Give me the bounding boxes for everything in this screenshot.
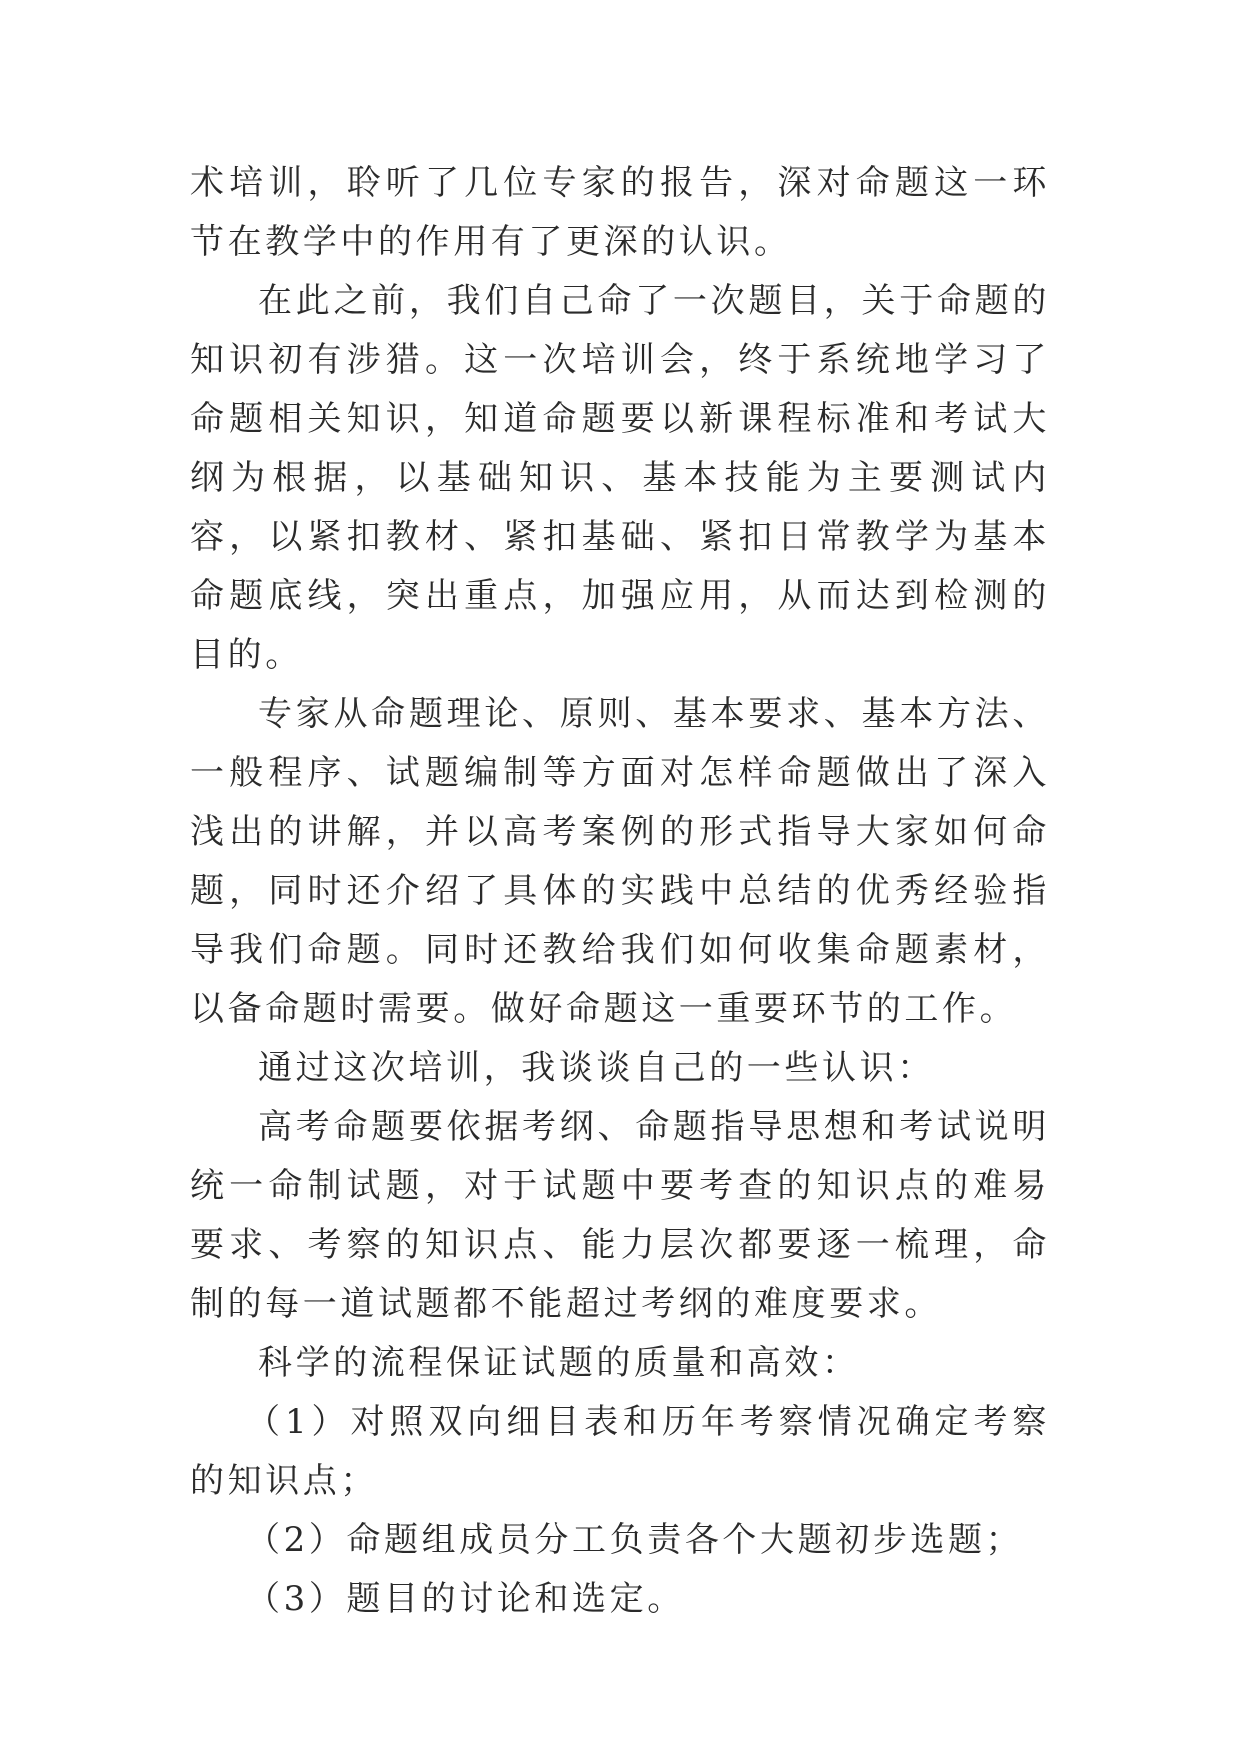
list-item-1: （1）对照双向细目表和历年考察情况确定考察的知识点； (190, 1402, 1050, 1501)
list-item-3: （3）题目的讨论和选定。 (246, 1579, 685, 1619)
paragraph-5: 高考命题要依据考纲、命题指导思想和考试说明统一命制试题，对于试题中要考查的知识点的难易要求、考察的知识点、能力层次都要逐一梳理，命制的每一道试题都不能超过考纲的难度要求。 (190, 1107, 1050, 1324)
paragraph-3: 专家从命题理论、原则、基本要求、基本方法、一般程序、试题编制等方面对怎样命题做出了深入浅出的讲解，并以高考案例的形式指导大家如何命题，同时还介绍了具体的实践中总结的优秀经验指导我们命题。同时还教给我们如何收集命题素材，以备命题时需要。做好命题这一重要环节的工作。 (190, 694, 1050, 1029)
paragraph-6: 科学的流程保证试题的质量和高效： (258, 1343, 860, 1383)
paragraph-2: 在此之前，我们自己命了一次题目，关于命题的知识初有涉猎。这一次培训会，终于系统地学习了命题相关知识，知道命题要以新课程标准和考试大纲为根据，以基础知识、基本技能为主要测试内容，以紧扣教材、紧扣基础、紧扣日常教学为基本命题底线，突出重点，加强应用，从而达到检测的目的。 (190, 281, 1050, 675)
paragraph-4: 通过这次培训，我谈谈自己的一些认识： (258, 1048, 935, 1088)
document-body (190, 154, 1050, 1629)
list-item-2: （2）命题组成员分工负责各个大题初步选题； (246, 1520, 1024, 1560)
paragraph-1: 术培训，聆听了几位专家的报告，深对命题这一环节在教学中的作用有了更深的认识。 (190, 163, 1050, 262)
